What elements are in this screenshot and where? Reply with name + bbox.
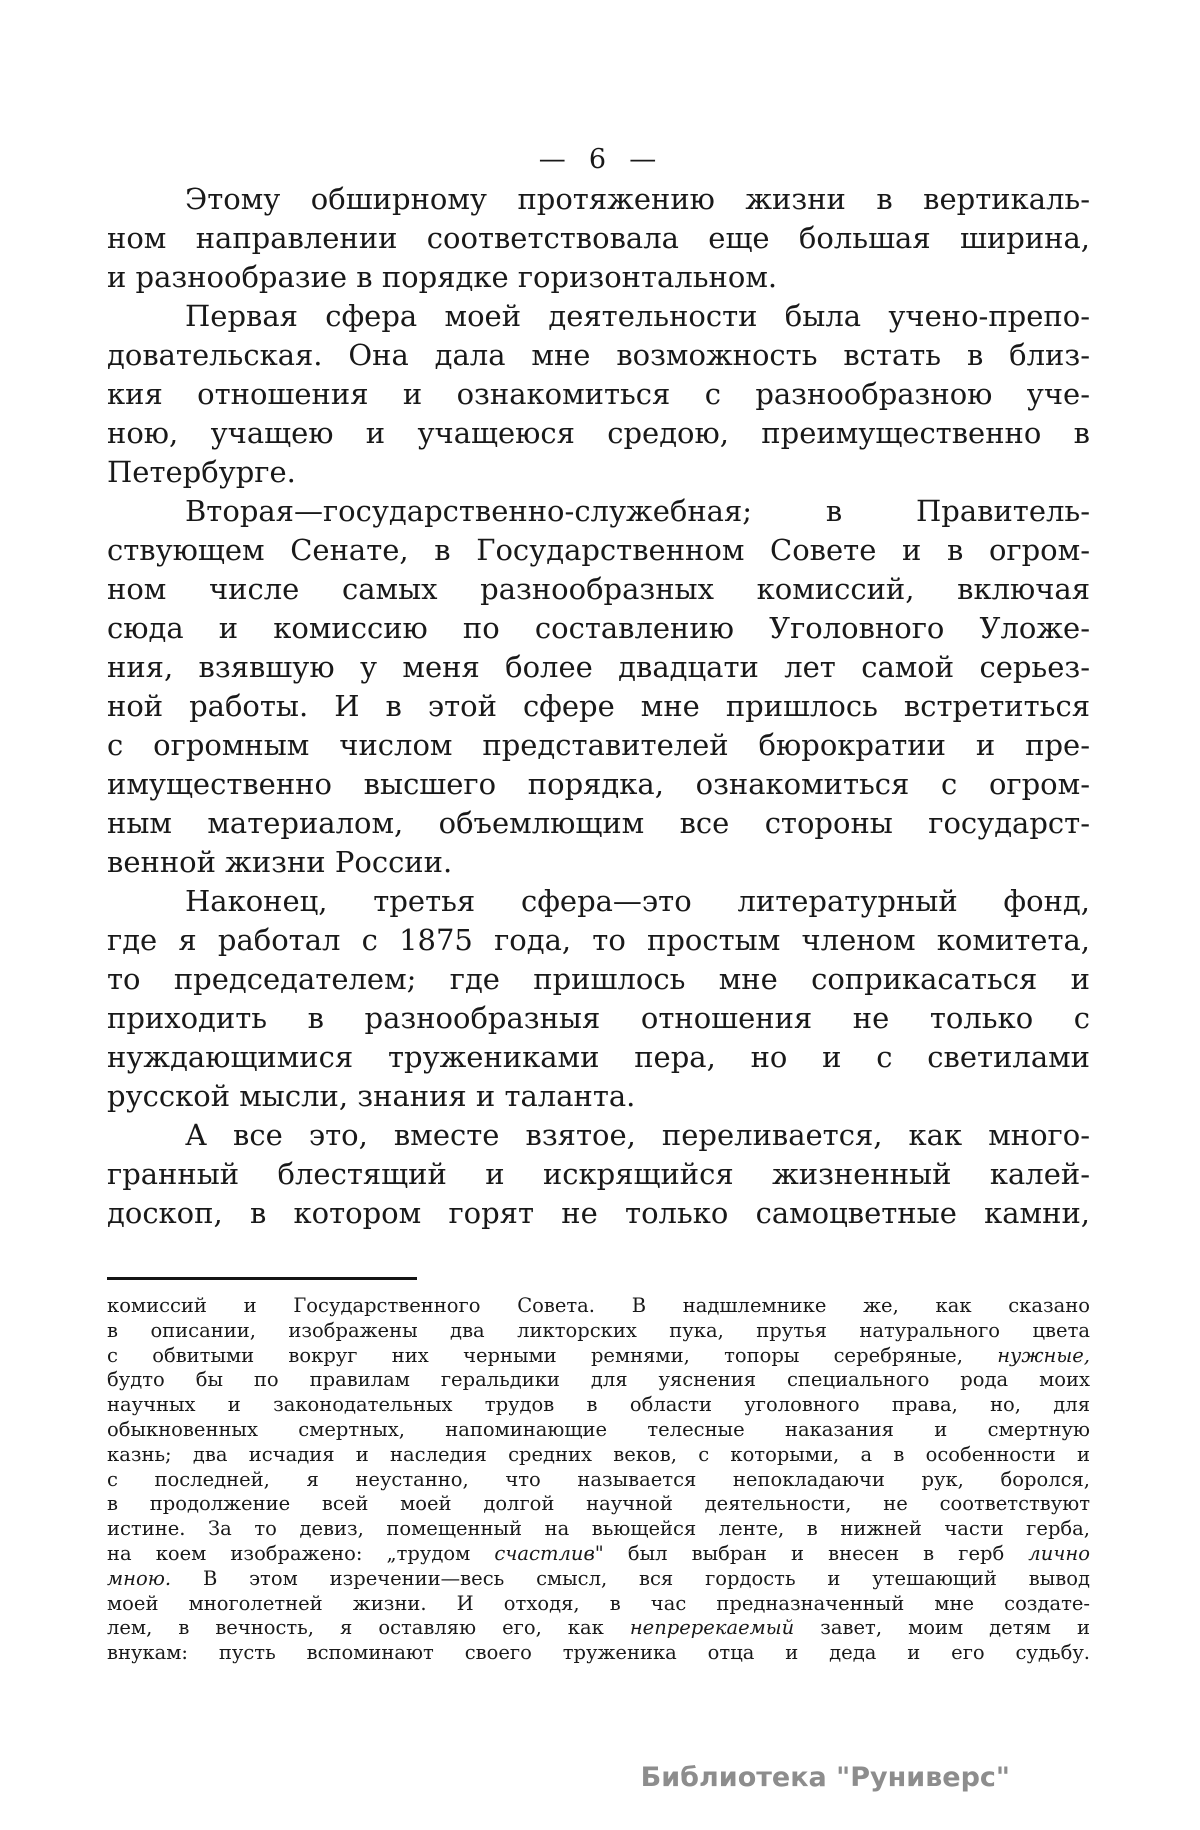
text-line: мною. В этом изречении—весь смысл, вся гордость и утешающий вывод	[107, 1566, 1090, 1590]
paragraph	[107, 882, 1090, 1116]
text-line: Первая сфера моей деятельности была учено-препо-	[185, 299, 1090, 333]
text-line: венной жизни России.	[107, 845, 453, 879]
text-line: кия отношения и ознакомиться с разнообразною уче-	[107, 377, 1090, 411]
text-line: комиссий и Государственного Совета. В надшлемнике же, как сказано	[107, 1294, 1090, 1317]
text-line: русской мысли, знания и таланта.	[107, 1079, 636, 1113]
paragraph	[107, 1116, 1090, 1233]
library-watermark: Библиотека "Руниверс"	[640, 1762, 1010, 1793]
text-line: в продолжение всей моей долгой научной деятельности, не соответствуют	[107, 1492, 1090, 1516]
text-line: где я работал с 1875 года, то простым членом комитета,	[107, 923, 1090, 957]
body-text	[107, 180, 1090, 1233]
text-line: довательская. Она дала мне возможность встать в близ-	[107, 338, 1090, 372]
text-line: лем, в вечность, я оставляю его, как непререкаемый завет, моим детям и	[107, 1616, 1090, 1640]
text-line: сюда и комиссию по составлению Уголовного Уложе-	[107, 611, 1090, 645]
footnote	[107, 1294, 1090, 1666]
paragraph	[107, 297, 1090, 492]
page-number-header: — 6 —	[538, 144, 659, 175]
text-line: моей многолетней жизни. И отходя, в час предназначенный мне создате-	[107, 1591, 1090, 1615]
text-line: Петербурге.	[107, 455, 296, 489]
text-line: казнь; два исчадия и наследия средних веков, с которыми, а в особенности и	[107, 1442, 1090, 1466]
paragraph	[107, 492, 1090, 882]
text-line: и разнообразие в порядке горизонтальном.	[107, 260, 778, 294]
text-line: А все это, вместе взятое, переливается, как много-	[185, 1118, 1090, 1152]
text-line: на коем изображено: „трудом счастлив" был выбран и внесен в герб лично	[107, 1541, 1090, 1565]
text-line: внукам: пусть вспоминают своего труженика отца и деда и его судьбу.	[107, 1641, 1090, 1665]
paragraph	[107, 180, 1090, 297]
text-line: Этому обширному протяжению жизни в вертикаль-	[185, 182, 1090, 216]
text-line: ною, учащею и учащеюся средою, преимущественно в	[107, 416, 1090, 450]
text-line: ном направлении соответствовала еще большая ширина,	[107, 221, 1090, 255]
text-line: имущественно высшего порядка, ознакомиться с огром-	[107, 767, 1090, 801]
text-line: с огромным числом представителей бюрократии и пре-	[107, 728, 1090, 762]
text-line: с обвитыми вокруг них черными ремнями, топоры серебряные, нужные,	[107, 1343, 1090, 1367]
text-line: Наконец, третья сфера—это литературный фонд,	[185, 884, 1090, 918]
text-line: ной работы. И в этой сфере мне пришлось встретиться	[107, 689, 1090, 723]
text-line: доскоп, в котором горят не только самоцветные камни,	[107, 1196, 1090, 1230]
text-line: гранный блестящий и искрящийся жизненный калей-	[107, 1157, 1090, 1191]
text-line: будто бы по правилам геральдики для уяснения специального рода моих	[107, 1368, 1090, 1392]
text-line: нуждающимися тружениками пера, но и с светилами	[107, 1040, 1090, 1074]
text-line: ния, взявшую у меня более двадцати лет самой серьез-	[107, 650, 1090, 684]
text-line: обыкновенных смертных, напоминающие телесные наказания и смертную	[107, 1417, 1090, 1441]
text-line: в описании, изображены два ликторских пука, прутья натурального цвета	[107, 1318, 1090, 1342]
text-line: ствующем Сенате, в Государственном Совете и в огром-	[107, 533, 1090, 567]
text-line: приходить в разнообразныя отношения не только с	[107, 1001, 1090, 1035]
text-line: ном числе самых разнообразных комиссий, включая	[107, 572, 1090, 606]
text-line: научных и законодательных трудов в области уголовного права, но, для	[107, 1393, 1090, 1417]
text-line: ным материалом, объемлющим все стороны государст-	[107, 806, 1090, 840]
text-line: то председателем; где пришлось мне соприкасаться и	[107, 962, 1090, 996]
footnote-separator-rule	[107, 1277, 417, 1280]
text-line: с последней, я неустанно, что называется непокладаючи рук, боролся,	[107, 1467, 1090, 1491]
text-line: Вторая—государственно-служебная; в Правитель-	[185, 494, 1090, 528]
text-line: истине. За то девиз, помещенный на вьющейся ленте, в нижней части герба,	[107, 1517, 1090, 1541]
